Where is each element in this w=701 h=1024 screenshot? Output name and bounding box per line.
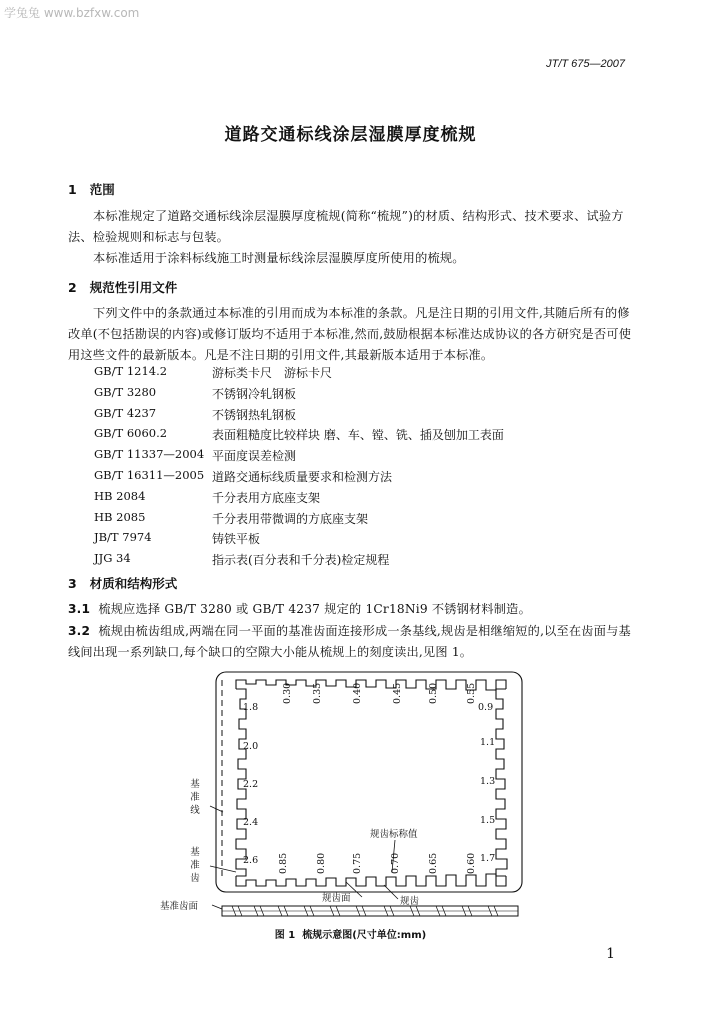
baseline-label: 基准线 <box>190 779 200 816</box>
right-scale-label: 0.9 <box>478 702 494 713</box>
right-scale-label: 1.3 <box>480 776 496 787</box>
clause-number: 3.1 <box>68 602 91 616</box>
reference-name: 不锈钢冷轧钢板 <box>212 386 297 401</box>
left-scale-label: 2.0 <box>243 741 259 752</box>
reference-name: 平面度误差检测 <box>212 449 297 464</box>
caption-text: 梳规示意图(尺寸单位:mm) <box>302 930 427 941</box>
clause-text: 梳规由梳齿组成,两端在同一平面的基准齿面连接形成一条基线,规齿是相继缩短的,以至在齿面与基线间出现一系列缺口,每个缺口的空隙大小能从梳规上的刻度读出,见图 1。 <box>68 624 631 659</box>
tooth-surface-label: 规齿面 <box>322 893 351 904</box>
reference-name: 铸铁平板 <box>212 532 261 547</box>
section-number: 3 <box>68 576 77 591</box>
basesurface-leader <box>212 905 222 909</box>
reference-name: 表面粗糙度比较样块 磨、车、镗、铣、插及刨加工表面 <box>212 428 504 443</box>
section-number: 1 <box>68 182 77 197</box>
section-1-para-2: 本标准适用于涂料标线施工时测量标线涂层湿膜厚度所使用的梳规。 <box>93 251 465 265</box>
section-title: 范围 <box>89 182 115 197</box>
standard-code: JT/T 675—2007 <box>546 58 625 70</box>
right-scale-label: 1.7 <box>480 853 496 864</box>
bottom-scale-label: 0.80 <box>316 852 327 874</box>
section-1-para-1: 本标准规定了道路交通标线涂层湿膜厚度梳规(简称“梳规”)的材质、结构形式、技术要求、试验方法、检验规则和标志与包装。 <box>68 209 624 244</box>
clause-text: 梳规应选择 GB/T 3280 或 GB/T 4237 规定的 1Cr18Ni9 不锈钢材料制造。 <box>98 602 531 616</box>
reference-name: 千分表用带微调的方底座支架 <box>212 511 369 526</box>
right-scale-label: 1.1 <box>480 737 496 748</box>
reference-name: 不锈钢热轧钢板 <box>212 407 297 422</box>
left-scale-label: 2.4 <box>243 817 259 828</box>
left-scale-label: 2.2 <box>243 779 259 790</box>
bottom-scale-label: 0.75 <box>352 852 363 874</box>
top-scale-label: 0.40 <box>352 682 363 704</box>
nominal-value-label: 规齿标称值 <box>370 829 418 840</box>
reference-code: GB/T 6060.2 <box>94 426 168 441</box>
section-2-para-1: 下列文件中的条款通过本标准的引用而成为本标准的条款。凡是注日期的引用文件,其随后所有的修改单(不包括勘误的内容)或修订版均不适用于本标准,然而,鼓励根据本标准达成协议的各方研究是否可使用这些文件的最新版本。凡是不注日期的引用文件,其最新版本适用于本标准。 <box>68 306 632 362</box>
figure-caption <box>0 926 701 941</box>
reference-code: HB 2085 <box>94 509 146 524</box>
reference-code: GB/T 1214.2 <box>94 364 168 378</box>
right-scale-label: 1.5 <box>480 815 496 826</box>
section-title: 材质和结构形式 <box>89 576 178 591</box>
reference-name: 道路交通标线质量要求和检测方法 <box>212 469 393 484</box>
reference-code: GB/T 16311—2005 <box>94 467 205 482</box>
watermark: 学兔兔 www.bzfxw.com <box>4 6 140 20</box>
base-tooth-label: 基准齿 <box>190 847 200 884</box>
section-title: 规范性引用文件 <box>89 280 178 295</box>
reference-name: 千分表用方底座支架 <box>212 490 321 505</box>
section-number: 2 <box>68 280 77 295</box>
bottom-scale-label: 0.85 <box>278 852 289 874</box>
document-title: 道路交通标线涂层湿膜厚度梳规 <box>224 125 477 145</box>
top-scale-label: 0.45 <box>392 682 403 704</box>
reference-code: JJG 34 <box>94 551 131 566</box>
left-scale-label: 2.6 <box>243 855 259 866</box>
reference-code: JB/T 7974 <box>94 530 152 545</box>
bottom-scale-label: 0.70 <box>390 852 401 874</box>
basetooth-leader <box>210 866 236 872</box>
reference-code: HB 2084 <box>94 488 146 503</box>
top-scale-label: 0.30 <box>282 682 293 704</box>
reference-code: GB/T 4237 <box>94 405 157 420</box>
right-comb-teeth <box>496 689 507 876</box>
base-surface-label: 基准齿面 <box>160 901 199 912</box>
top-scale-label: 0.55 <box>466 682 477 704</box>
bottom-scale-label: 0.65 <box>428 852 439 874</box>
clause-number: 3.2 <box>68 624 91 638</box>
page-number: 1 <box>606 946 615 962</box>
left-scale-label: 1.8 <box>243 702 259 713</box>
reference-code: GB/T 11337—2004 <box>94 447 205 462</box>
bottom-comb-teeth <box>236 874 506 886</box>
reference-code: GB/T 3280 <box>94 384 157 399</box>
reference-name: 游标类卡尺 游标卡尺 <box>212 366 333 380</box>
caption-number: 图 1 <box>274 930 296 941</box>
reference-name: 指示表(百分表和千分表)检定规程 <box>212 553 390 568</box>
tooth-label: 规齿 <box>400 896 420 907</box>
top-scale-label: 0.50 <box>428 682 439 704</box>
bottom-scale-label: 0.60 <box>466 852 477 874</box>
top-scale-label: 0.35 <box>312 682 323 704</box>
